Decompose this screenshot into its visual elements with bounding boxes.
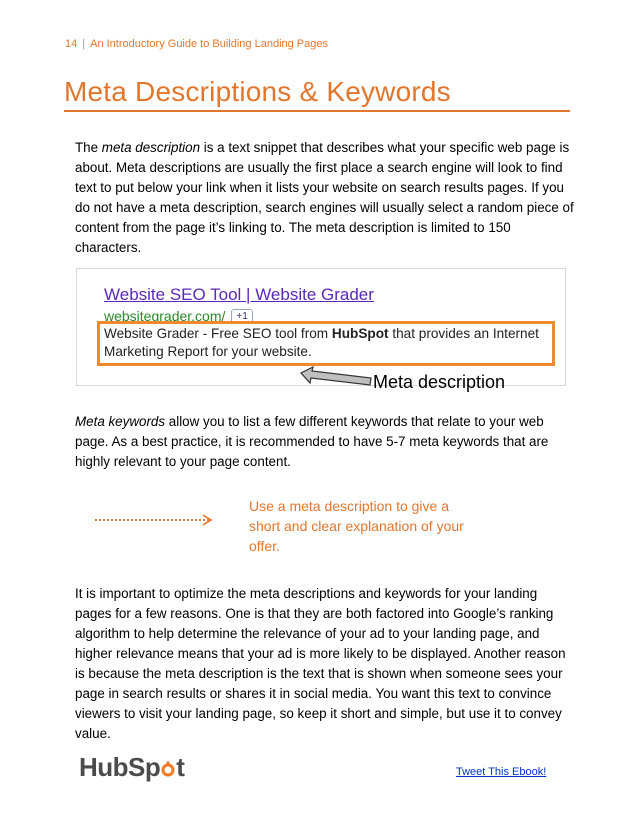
sprocket-icon xyxy=(160,761,176,777)
optimization-paragraph: It is important to optimize the meta descriptions and keywords for your landing pages for a few reasons. One is that they are both factored into Google’s ranking algorithm to help determine the relevance of your ad to your landing page, and higher relevance means that your ad is more likely to be displayed. Another reason is because the meta description is the text that is shown when someone sees your page in search results or shares it in social media. You want this text to convince viewers to visit your landing page, so keep it short and simple, but use it to convey value. xyxy=(75,586,566,741)
search-result-title: Website SEO Tool | Website Grader xyxy=(104,285,374,304)
snippet-brand: HubSpot xyxy=(331,326,389,341)
hubspot-logo: HubSp t xyxy=(79,752,185,782)
paragraph-body: is a text snippet that describes what your specific web page is about. Meta descriptions are usually the first place a search engine will look to find text to put below your link when it lists your website on search results pages. If you do not have a meta description, search engines will usually select a random piece of content from the page it’s linking to. The meta description is limited to 150 characters. xyxy=(75,140,574,255)
section-title: Meta Descriptions & Keywords xyxy=(64,76,451,107)
page-number: 14 xyxy=(65,38,78,50)
tip-callout: Use a meta description to give a short and clear explanation of your offer. xyxy=(249,498,464,554)
logo-text-left: Hub xyxy=(79,752,129,782)
meta-keywords-paragraph xyxy=(75,412,575,472)
header-title: An Introductory Guide to Building Landing Pages xyxy=(90,38,328,50)
callout-label: Meta description xyxy=(373,372,506,392)
header-divider: | xyxy=(82,38,86,50)
running-header xyxy=(65,38,328,50)
paragraph-body: allow you to list a few different keywords that relate to your web page. As a best practice, it is recommended to have 5-7 meta keywords that are highly relevant to your page content. xyxy=(75,414,549,469)
callout-arrow-icon xyxy=(299,365,373,389)
tweet-ebook-link[interactable]: Tweet This Ebook! xyxy=(456,766,547,778)
meta-description-paragraph xyxy=(75,138,575,258)
term-meta-description: meta description xyxy=(101,140,201,155)
snippet-text: Website Grader - Free SEO tool from xyxy=(104,326,332,341)
logo-text-right: t xyxy=(176,752,185,782)
title-underline xyxy=(64,110,570,112)
paragraph-lead: The xyxy=(75,140,102,155)
snippet-text-end: that provides an Internet Marketing Report for your website. xyxy=(104,326,539,359)
search-result-snippet xyxy=(104,325,549,361)
plus-one-badge: +1 xyxy=(231,309,252,324)
term-meta-keywords: Meta keywords xyxy=(75,414,166,429)
dotted-arrow-icon xyxy=(95,510,219,530)
result-url-text: websitegrader.com/ xyxy=(104,308,226,324)
search-result-figure xyxy=(76,268,566,392)
